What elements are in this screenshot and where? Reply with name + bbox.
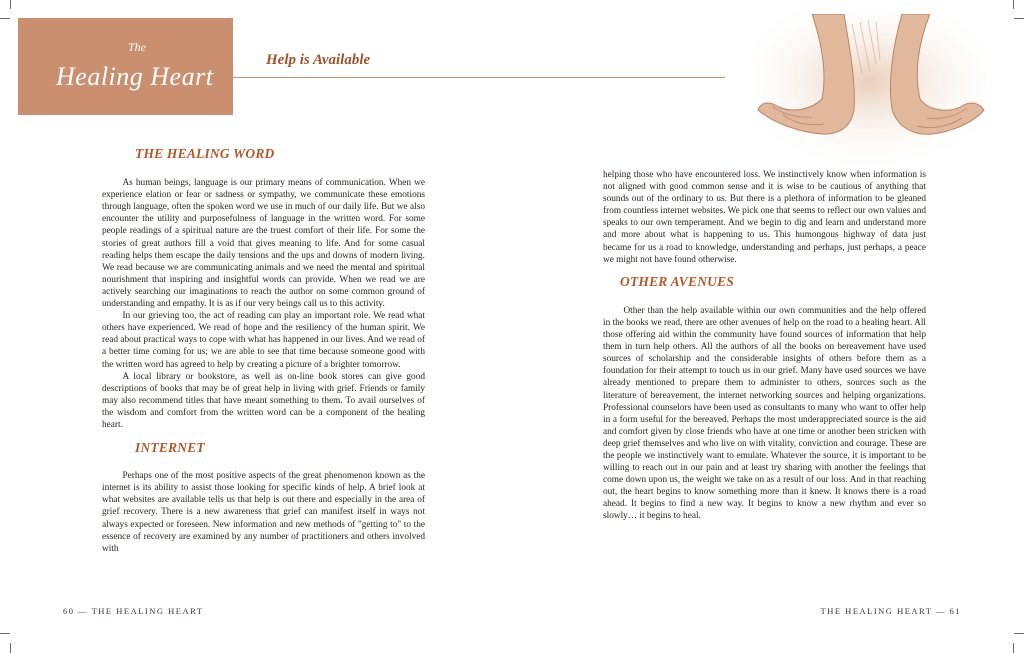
footer-left: 60 — THE HEALING HEART [63, 606, 204, 616]
logo-the: The [128, 40, 146, 54]
left-text-column [102, 148, 425, 555]
section-heading-other-avenues: OTHER AVENUES [620, 273, 735, 289]
crop-mark [1013, 0, 1014, 9]
crop-mark [0, 633, 10, 634]
section-heading-internet: INTERNET [135, 440, 205, 456]
section-heading-healing-word: THE HEALING WORD [135, 146, 275, 161]
logo-title: Healing Heart [56, 62, 214, 91]
book-logo [18, 18, 233, 115]
crop-mark [1013, 643, 1014, 653]
chapter-title: Help is Available [266, 52, 371, 68]
paragraph: In our grieving too, the act of reading can play an important role. We read what others have experienced. We read of hope and the resiliency of the human spirit. We read about practical ways to cope with what has happened in our lives. And we read of a better time coming for us; we are able to see that time because someone good with the written word has agreed to help by creating a picture of a brighter tomorrow. [102, 311, 425, 370]
open-hands-illustration [752, 14, 987, 164]
footer-right: THE HEALING HEART — 61 [820, 606, 961, 616]
crop-mark [10, 643, 11, 653]
paragraph: As human beings, language is our primary means of communication. When we experience elation or fear or sadness or sympathy, we communicate these emotions through language, often the spoken word we use in much of our daily life. But we also encounter the utility and purposefulness of language in the written word. For some people readings of a spiritual nature are the truest comfort of their life. For some the stories of great authors fill a void that gives meaning to life. And for some casual reading helps them escape the daily tensions and the ups and downs of modern living. We read because we are communicating animals and we need the mental and spiritual nourishment that inspiring and insightful words can provide. When we read we are actively searching our imaginations to reach the author on some common ground of understanding and empathy. It is as if our very beings call us to this activity. [102, 178, 425, 310]
crop-mark [10, 0, 11, 9]
crop-mark [1014, 633, 1024, 634]
crop-mark [1014, 18, 1024, 19]
paragraph: Other than the help available within our own communities and the help offered in the books we read, there are other avenues of help on the road to a healing heart. All those offering aid within the community have found sources of information that help them in turn help others. All the authors of all the books on bereavement have used sources of scholarship and the considerable insights of others before them as a foundation for their attempt to touch us in our grief. Many have used sources we have already mentioned to prepare them to administer to others, sources such as the literature of bereavement, the internet networking sources and helping organizations. Professional counselors have been used as consultants to many who want to offer help in a form useful for the bereaved. Perhaps the most underappreciated source is the aid and comfort given by close friends who have at one time or another been stricken with deep grief themselves and who live on with vitality, conviction and courage. These are the people we instinctively want to emulate. Whatever the source, it is important to be willing to reach out in our pain and at least try sharing with another the feelings that come down upon us, the weight we take on as a result of our loss. And in that reaching out, the heart begins to know something more than it knew. It knows there is a road ahead. It begins to find a new way. It begins to know a new rhythm and ever so slowly… it begins to heal. [603, 305, 926, 522]
paragraph: helping those who have encountered loss. We instinctively know when information is not aligned with good common sense and it is wise to be cautious of anything that sounds out of the ordinary to us. But there is a plethora of information to be gleaned from countless internet websites. We pick one that seems to reflect our own values and speaks to our own temperament. And we begin to dig and learn and understand more and more about what is happening to us. This humongous highway of data just became for us a road to knowledge, understanding and perhaps, just perhaps, a peace we might not have found otherwise. [603, 170, 926, 265]
paragraph: Perhaps one of the most positive aspects of the great phenomenon known as the internet is its ability to assist those looking for specific kinds of help. A brief look at what websites are available tells us that help is out there and especially in the area of grief recovery. There is a new awareness that grief can manifest itself in ways not always expected or foreseen. New information and new methods of "getting to" to the essence of recovery are examined by any number of practitioners and others involved with [102, 471, 425, 554]
right-text-column [603, 169, 926, 523]
paragraph: A local library or bookstore, as well as on-line book stores can give good descriptions of books that may be of great help in living with grief. Friends or family may also recommend titles that have meant something to them. To avail ourselves of the wisdom and comfort from the written word can be a component of the healing heart. [102, 371, 425, 430]
crop-mark [0, 18, 10, 19]
header-rule [233, 77, 725, 78]
